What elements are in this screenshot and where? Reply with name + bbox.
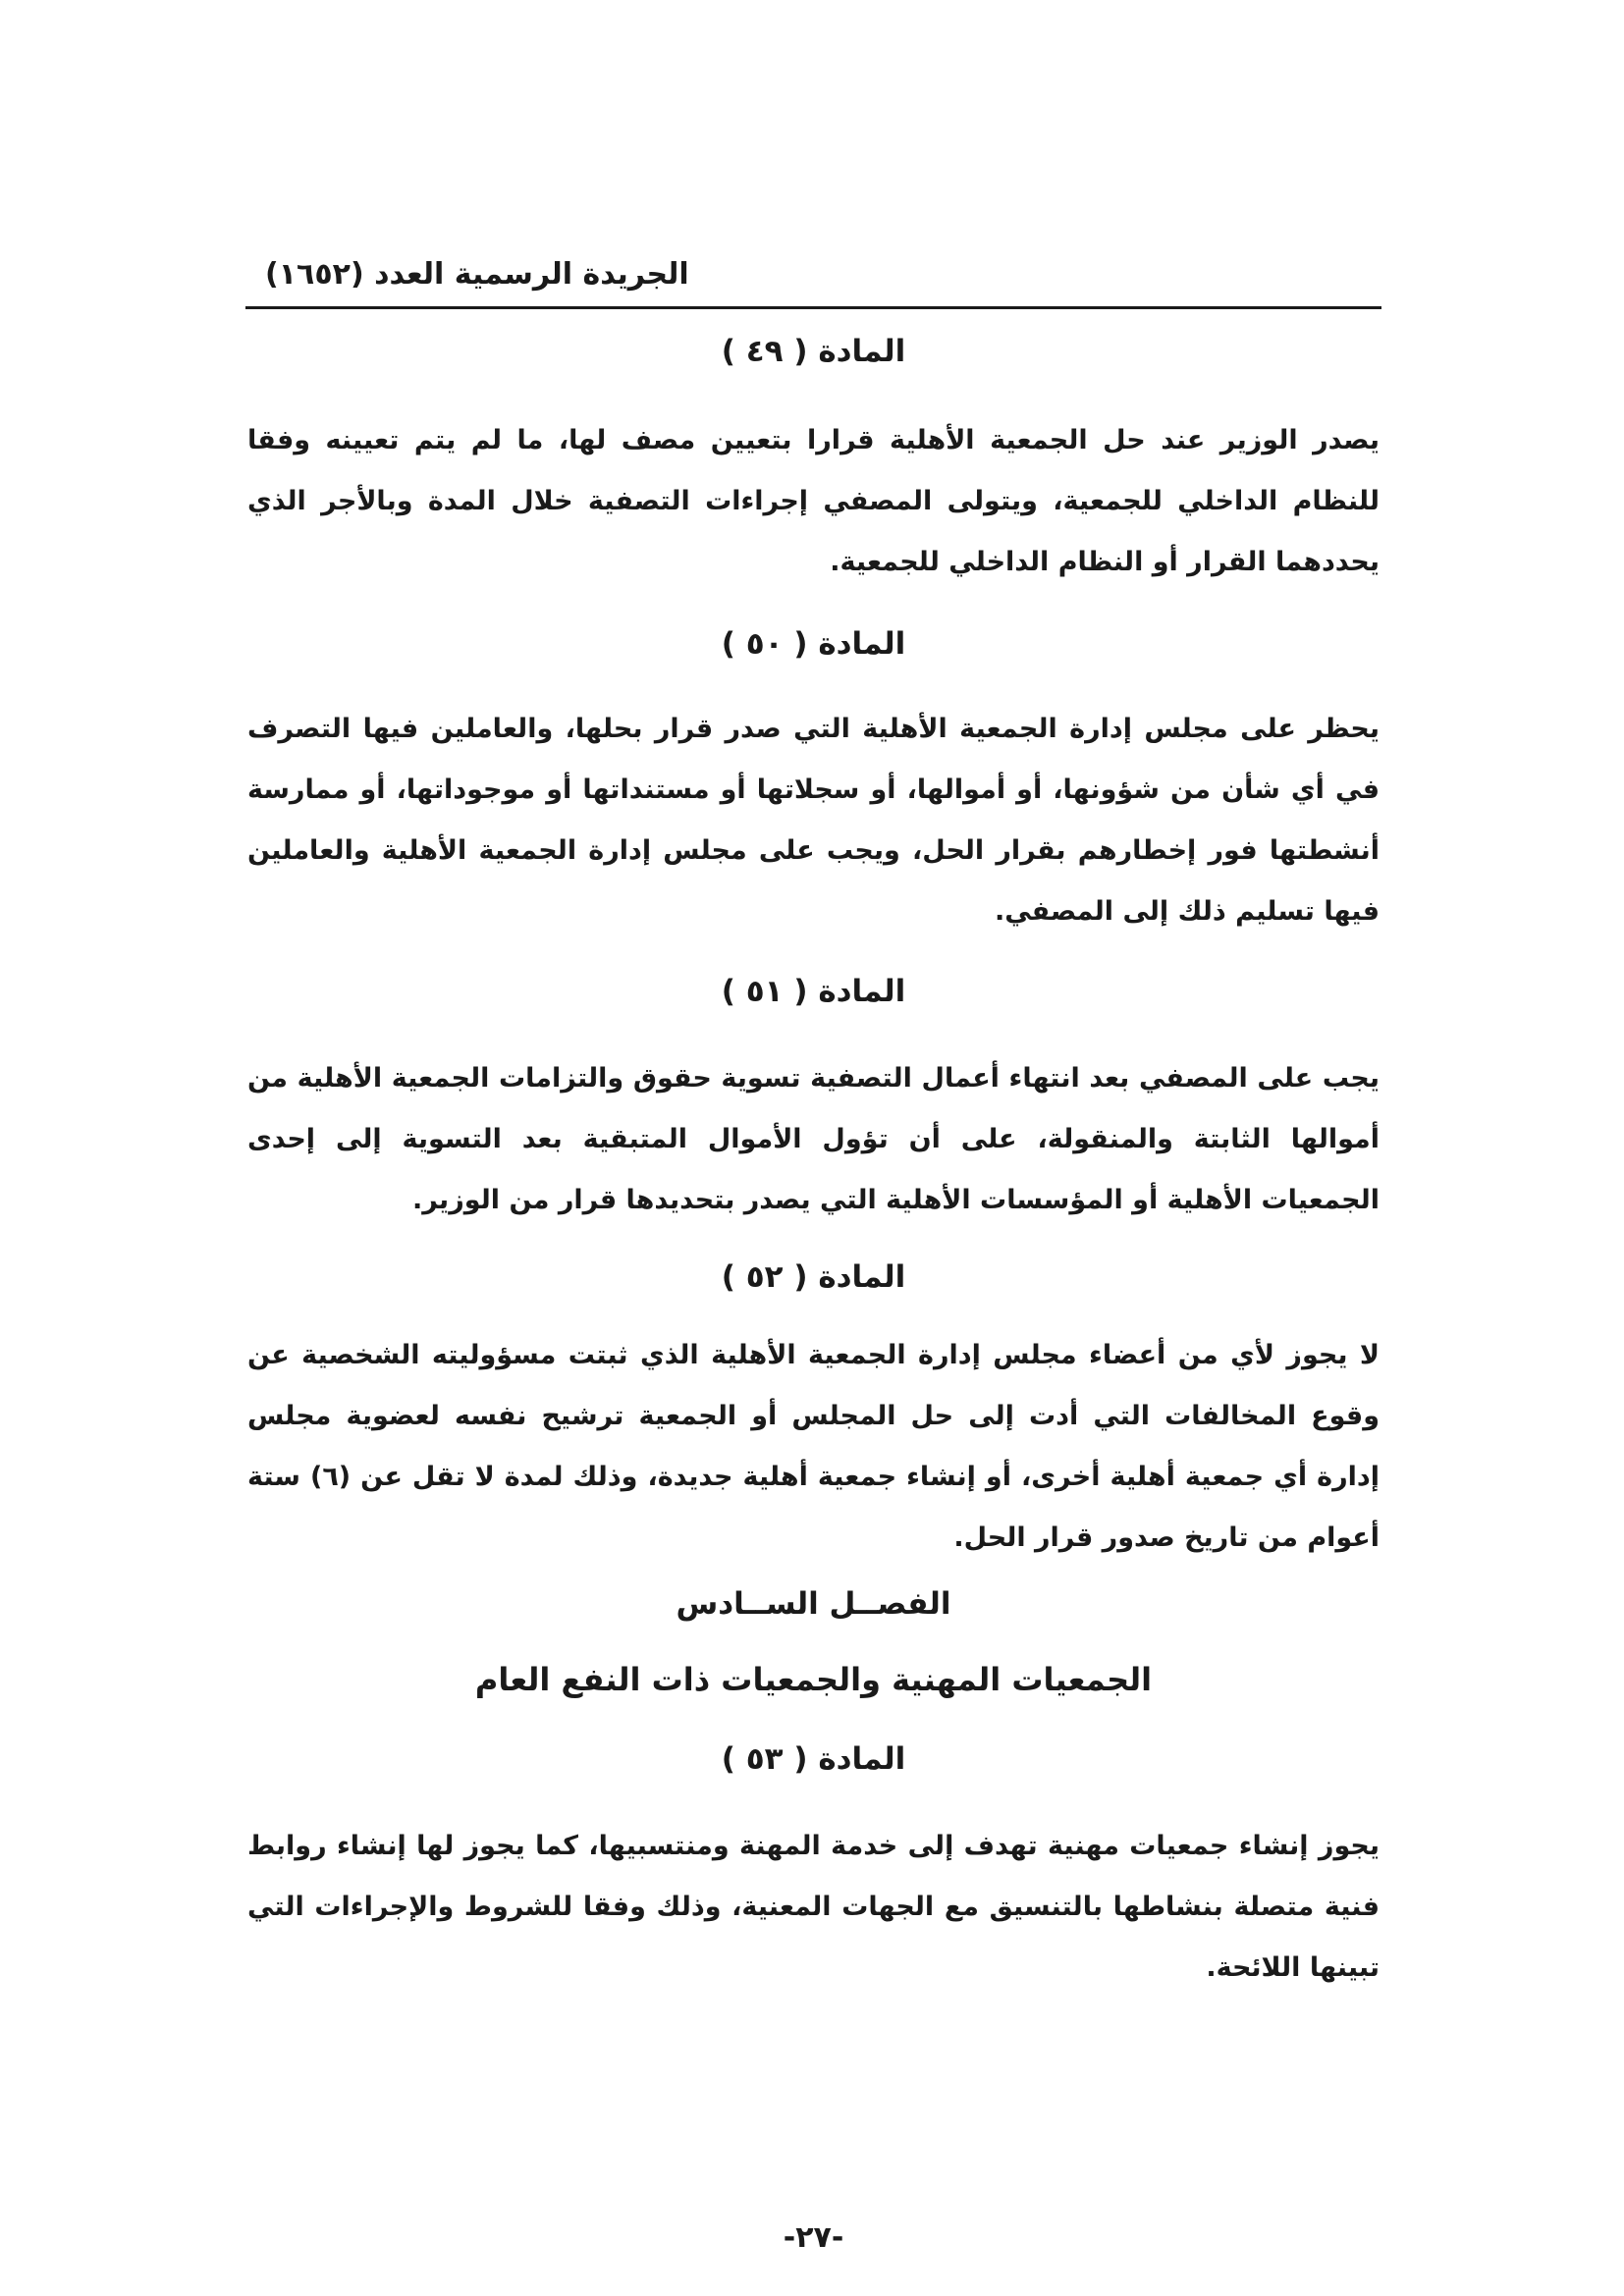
article-51-heading: المادة ( ٥١ ) bbox=[721, 974, 906, 1009]
article-51-text: يجب على المصفي بعد انتهاء أعمال التصفية تسوية حقوق والتزامات الجمعية الأهلية من أموالها الثابتة والمنقولة، على أن تؤول الأموال المتبقية بعد التسوية إلى إحدى الجمعيات الأهلية أو المؤسسات الأهلية التي يصدر بتحديدها قرار من الوزير. bbox=[247, 1063, 1380, 1215]
chapter-title: الجمعيات المهنية والجمعيات ذات النفع العام bbox=[474, 1661, 1153, 1698]
chapter-number: الفصــل الســادس bbox=[676, 1586, 951, 1622]
article-50-text: يحظر على مجلس إدارة الجمعية الأهلية التي صدر قرار بحلها، والعاملين فيها التصرف في أي شأن من شؤونها، أو أموالها، أو سجلاتها أو مستنداتها أو موجوداتها، أو ممارسة أنشطتها فور إخطارهم بقرار الحل، ويجب على مجلس إدارة الجمعية الأهلية والعاملين فيها تسليم ذلك إلى المصفي. bbox=[247, 714, 1380, 927]
article-49-text: يصدر الوزير عند حل الجمعية الأهلية قرارا بتعيين مصف لها، ما لم يتم تعيينه وفقا للنظام الداخلي للجمعية، ويتولى المصفي إجراءات التصفية خلال المدة وبالأجر الذي يحددهما القرار أو النظام الداخلي للجمعية. bbox=[247, 425, 1380, 577]
article-52-heading: المادة ( ٥٢ ) bbox=[721, 1259, 906, 1295]
page-number: -٢٧- bbox=[783, 2220, 844, 2255]
article-53-heading: المادة ( ٥٣ ) bbox=[721, 1741, 906, 1777]
gazette-header-title: الجريدة الرسمية العدد (١٦٥٢) bbox=[265, 257, 689, 292]
article-49-heading: المادة ( ٤٩ ) bbox=[721, 334, 906, 369]
article-52-text: لا يجوز لأي من أعضاء مجلس إدارة الجمعية الأهلية الذي ثبتت مسؤوليته الشخصية عن وقوع المخالفات التي أدت إلى حل المجلس أو الجمعية ترشيح نفسه لعضوية مجلس إدارة أي جمعية أهلية أخرى، أو إنشاء جمعية أهلية جديدة، وذلك لمدة لا تقل عن (٦) ستة أعوام من تاريخ صدور قرار الحل. bbox=[247, 1340, 1380, 1553]
article-53-text: يجوز إنشاء جمعيات مهنية تهدف إلى خدمة المهنة ومنتسبيها، كما يجوز لها إنشاء روابط فنية متصلة بنشاطها بالتنسيق مع الجهات المعنية، وذلك وفقا للشروط والإجراءات التي تبينها اللائحة. bbox=[247, 1831, 1380, 1983]
article-50-heading: المادة ( ٥٠ ) bbox=[721, 626, 906, 662]
header-divider bbox=[245, 306, 1381, 309]
